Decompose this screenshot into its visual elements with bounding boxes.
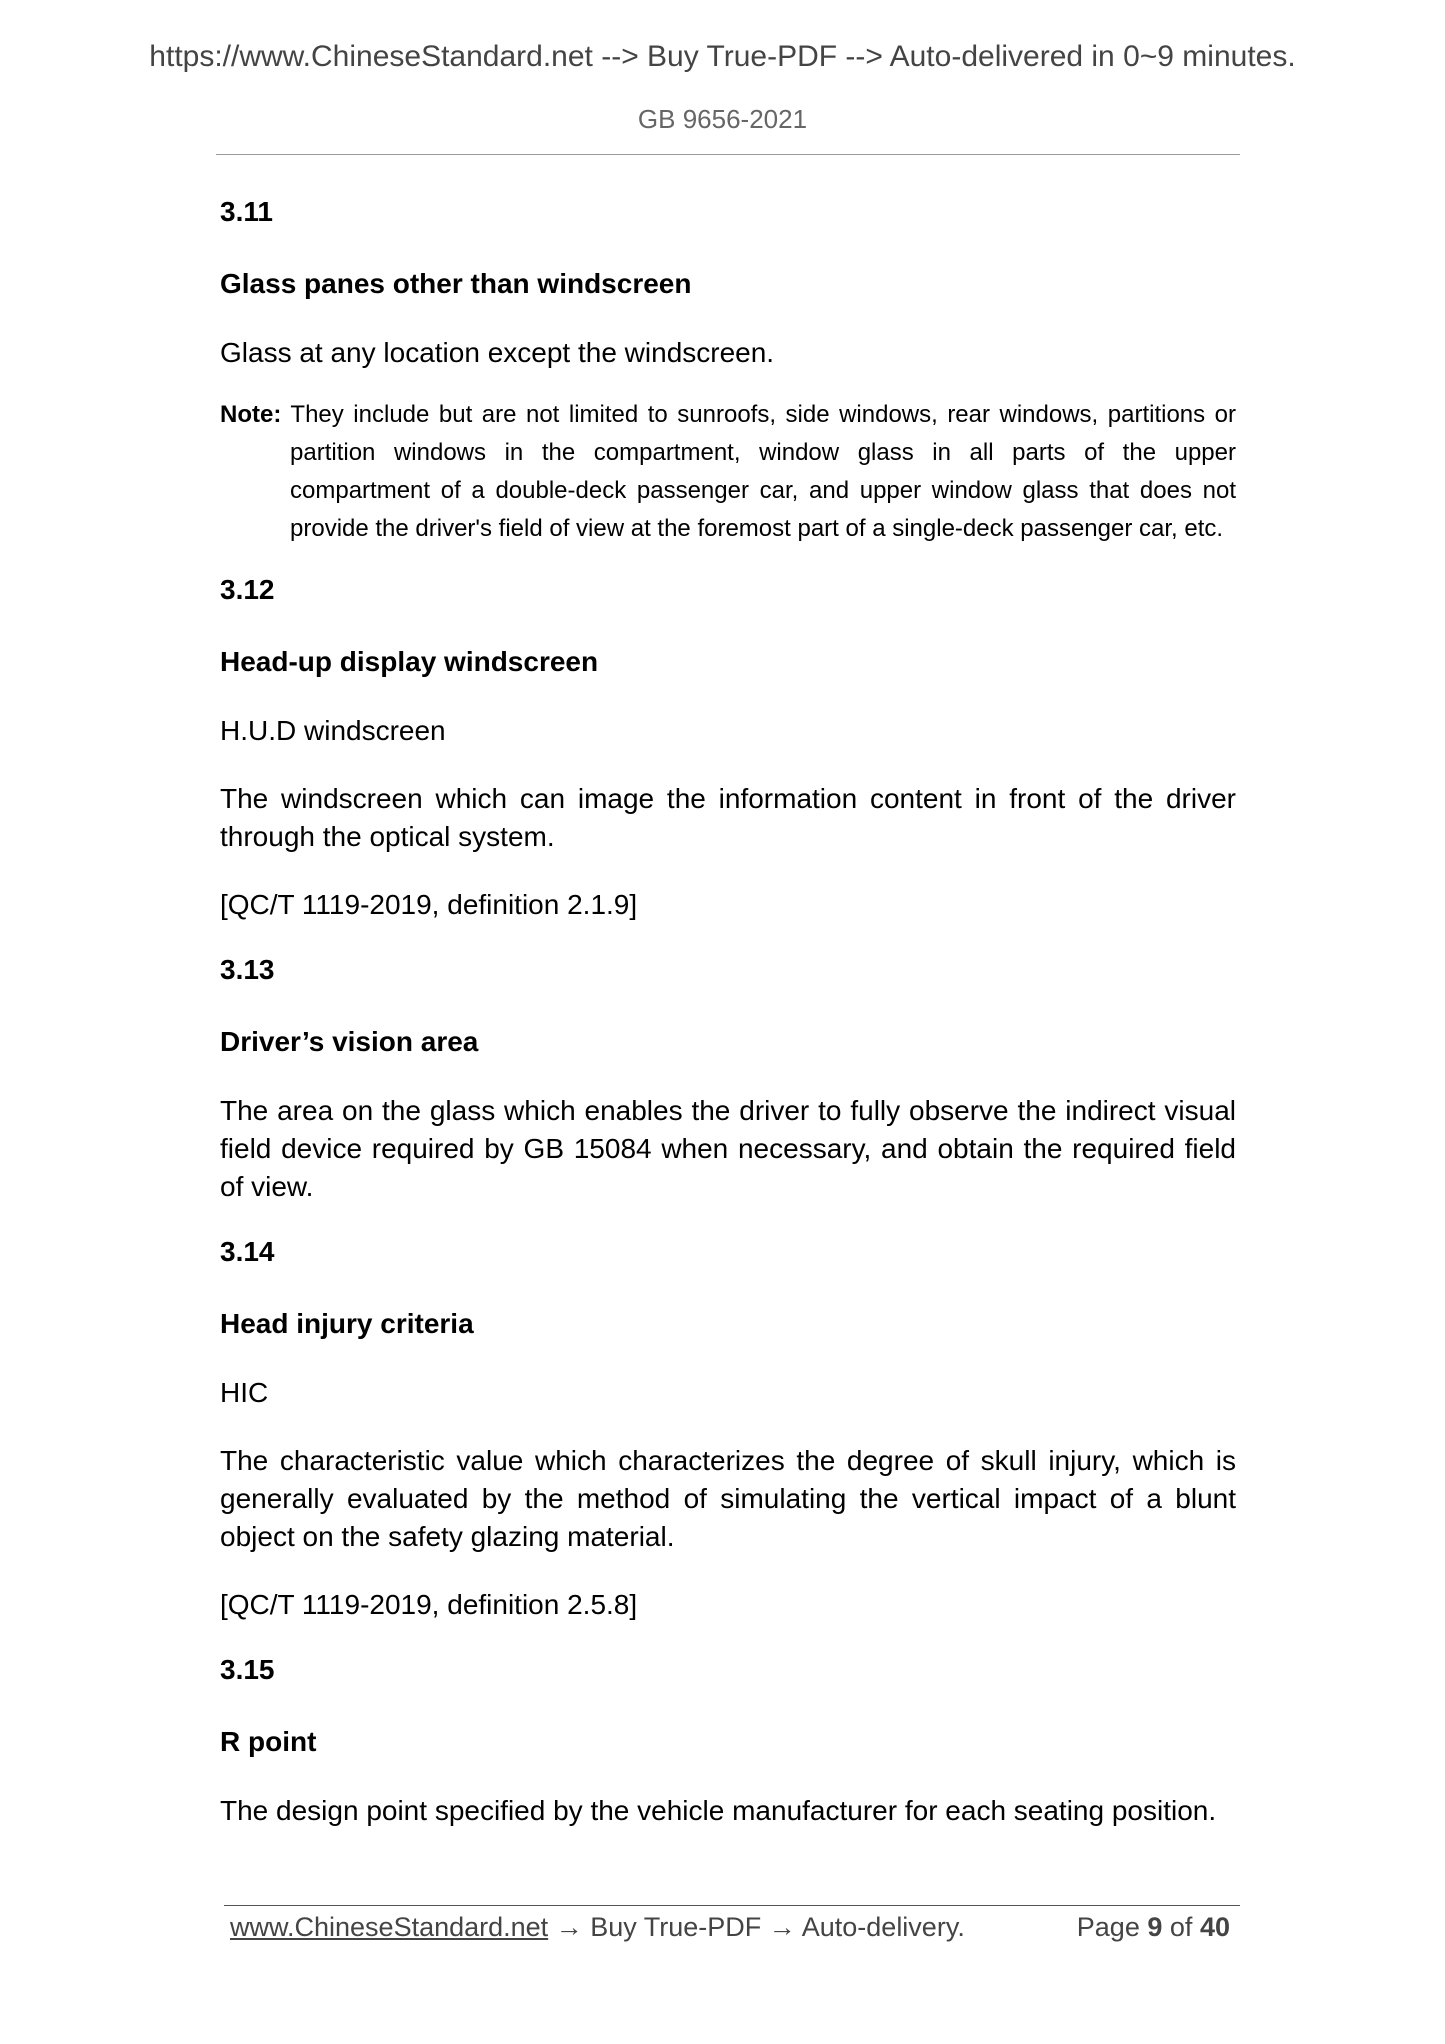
term-note	[220, 396, 1236, 548]
header-divider	[216, 154, 1240, 155]
of-label: of	[1169, 1912, 1193, 1942]
page-indicator	[1077, 1912, 1230, 1943]
clause-number: 3.13	[220, 954, 275, 985]
term-definition: The characteristic value which characterizes the degree of skull injury, which is generally evaluated by the method of simulating the vertical impact of a blunt object on the safety glazing material.	[220, 1445, 1236, 1552]
document-id: GB 9656-2021	[637, 104, 808, 134]
term-definition: The windscreen which can image the information content in front of the driver through the optical system.	[220, 783, 1236, 852]
note-label: Note:	[220, 401, 282, 428]
footer-divider	[224, 1905, 1240, 1906]
term-title: R point	[220, 1726, 317, 1757]
footer-site-link[interactable]: www.ChineseStandard.net	[230, 1912, 549, 1942]
top-banner: https://www.ChineseStandard.net --> Buy True-PDF --> Auto-delivered in 0~9 minutes.	[149, 40, 1296, 73]
clause-number: 3.15	[220, 1654, 275, 1685]
term-abbreviation: H.U.D windscreen	[220, 715, 446, 746]
page-number: 9	[1147, 1912, 1163, 1942]
term-definition: The design point specified by the vehicle manufacturer for each seating position.	[220, 1795, 1217, 1826]
term-title: Glass panes other than windscreen	[220, 268, 692, 299]
term-title: Head injury criteria	[220, 1308, 474, 1339]
term-definition: Glass at any location except the windscreen.	[220, 337, 775, 368]
term-source: [QC/T 1119-2019, definition 2.1.9]	[220, 889, 638, 920]
term-title: Driver’s vision area	[220, 1026, 479, 1057]
clause-number: 3.14	[220, 1236, 275, 1267]
footer-tagline: → Buy True-PDF → Auto-delivery.	[548, 1912, 965, 1942]
page-footer	[230, 1912, 1230, 1948]
term-definition: The area on the glass which enables the driver to fully observe the indirect visual field device required by GB 15084 when necessary, and obtain the required field of view.	[220, 1095, 1236, 1202]
term-source: [QC/T 1119-2019, definition 2.5.8]	[220, 1589, 638, 1620]
clause-number: 3.12	[220, 574, 275, 605]
page-total: 40	[1199, 1912, 1230, 1942]
note-text: They include but are not limited to sunroofs, side windows, rear windows, partitions or partition windows in the compartment, window glass in all parts of the upper compartment of a double-deck passenger car, and upper window glass that does not provide the driver's field of view at the foremost part of a single-deck passenger car, etc.	[290, 401, 1237, 542]
term-title: Head-up display windscreen	[220, 646, 599, 677]
term-abbreviation: HIC	[220, 1377, 269, 1408]
document-body	[220, 196, 1236, 1860]
page-label: Page	[1076, 1912, 1140, 1942]
clause-number: 3.11	[220, 196, 273, 227]
